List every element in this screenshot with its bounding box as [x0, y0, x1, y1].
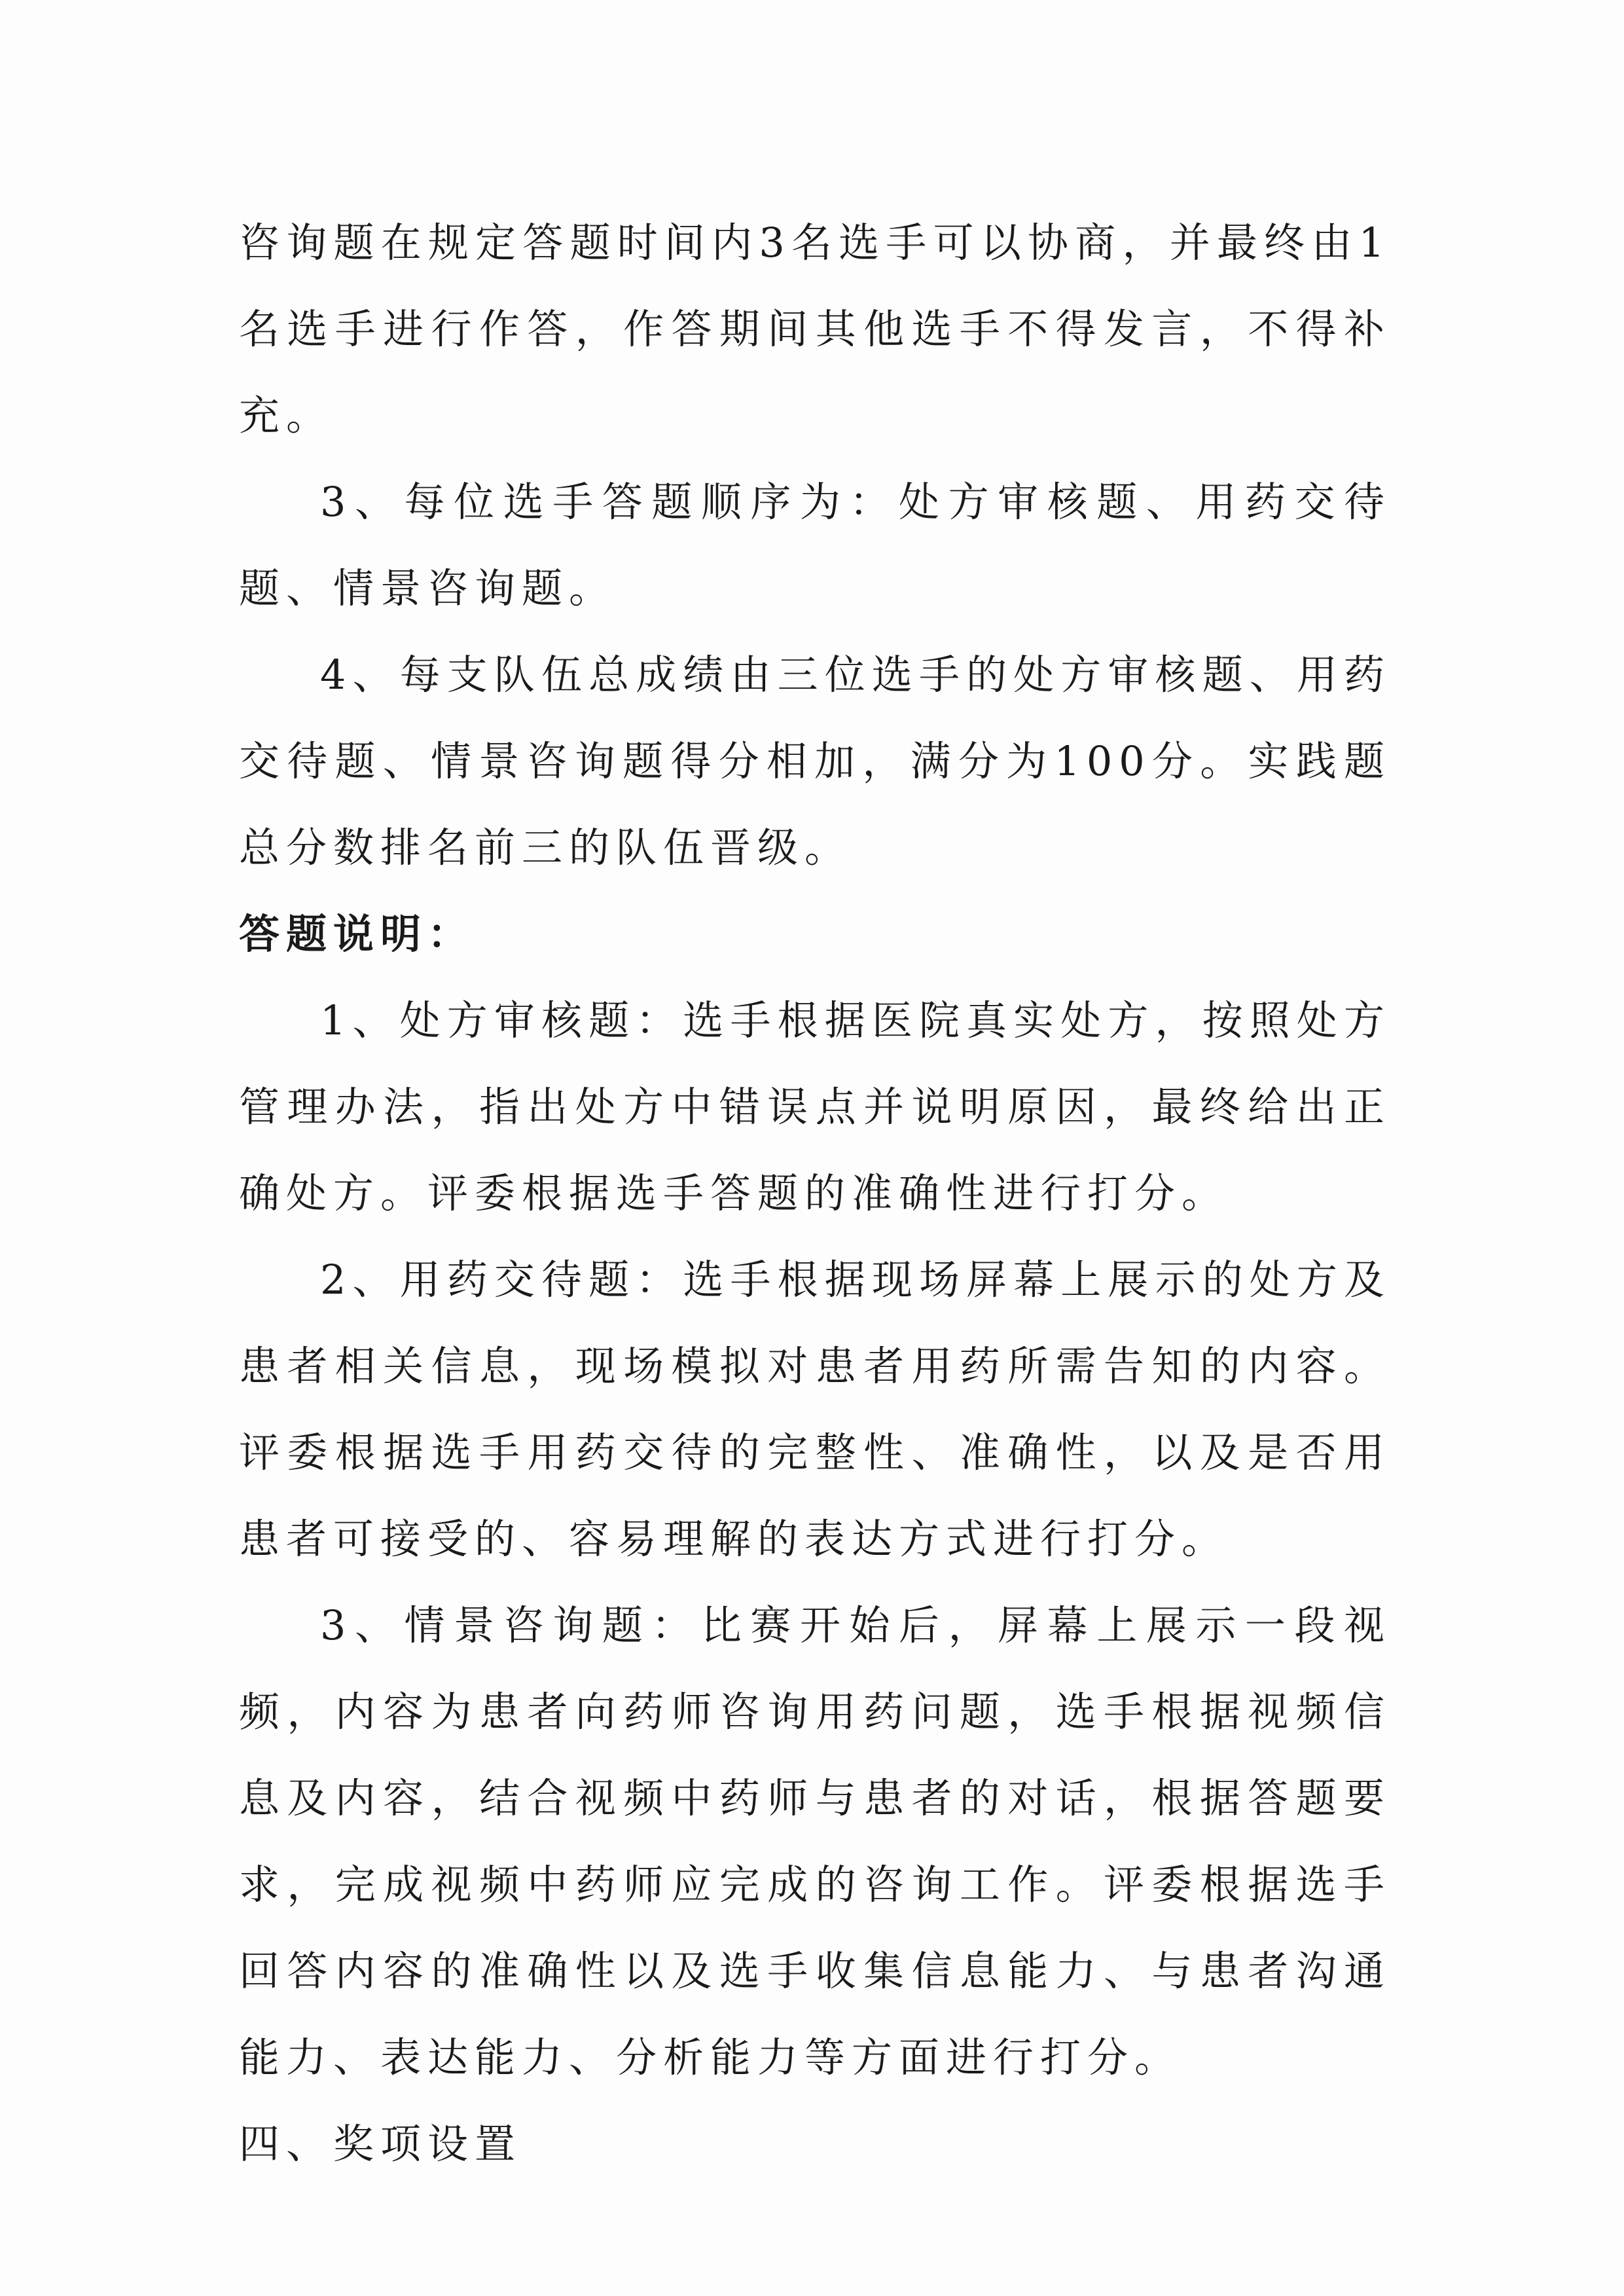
- paragraph-rule-4: 4、每支队伍总成绩由三位选手的处方审核题、用药交待题、情景咨询题得分相加，满分为100分。实践题总分数排名前三的队伍晋级。: [239, 651, 1391, 871]
- paragraph-note-scenario-consult: 3、情景咨询题：比赛开始后，屏幕上展示一段视频，内容为患者向药师咨询用药问题，选手根据视频信息及内容，结合视频中药师与患者的对话，根据答题要求，完成视频中药师应完成的咨询工作。评委根据选手回答内容的准确性以及选手收集信息能力、与患者沟通能力、表达能力、分析能力等方面进行打分。: [239, 1601, 1391, 2081]
- paragraph-note-medication-instruction: 2、用药交待题：选手根据现场屏幕上展示的处方及患者相关信息，现场模拟对患者用药所需告知的内容。评委根据选手用药交待的完整性、准确性，以及是否用患者可接受的、容易理解的表达方式进行打分。: [239, 1256, 1391, 1563]
- paragraph-note-prescription-review: 1、处方审核题：选手根据医院真实处方，按照处方管理办法，指出处方中错误点并说明原因，最终给出正确处方。评委根据选手答题的准确性进行打分。: [239, 996, 1391, 1217]
- heading-section-awards: 四、奖项设置: [239, 2120, 522, 2168]
- paragraph-consult-continued: 咨询题在规定答题时间内3名选手可以协商，并最终由1名选手进行作答，作答期间其他选手不得发言，不得补充。: [239, 219, 1391, 439]
- heading-answer-notes: 答题说明：: [239, 910, 475, 958]
- paragraph-rule-3: 3、每位选手答题顺序为：处方审核题、用药交待题、情景咨询题。: [239, 478, 1391, 612]
- document-body: [239, 200, 1391, 2187]
